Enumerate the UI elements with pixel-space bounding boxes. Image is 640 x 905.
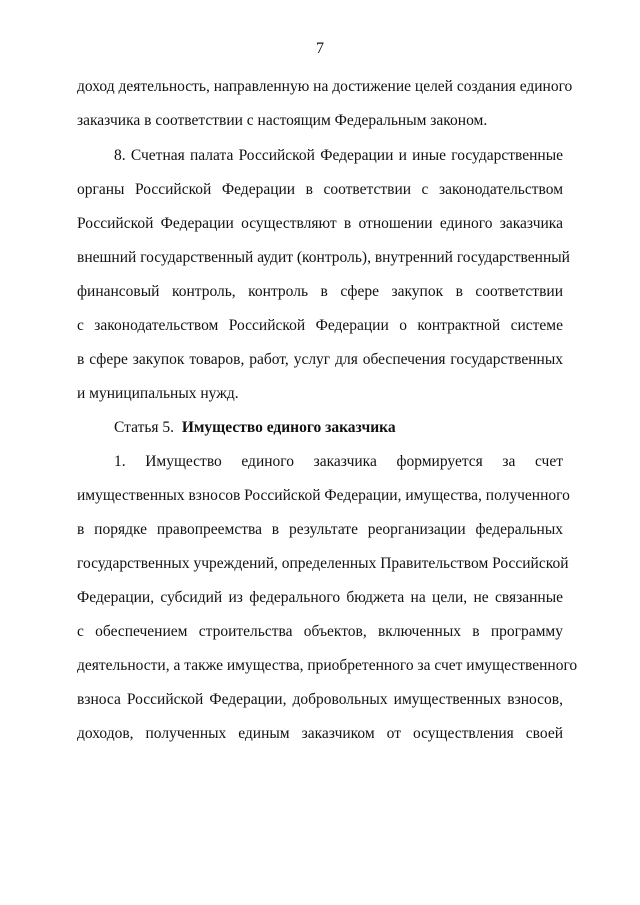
text-line: внешний государственный аудит (контроль), внутренний государственный bbox=[77, 249, 570, 266]
text-line: финансовый контроль, контроль в сфере закупок в соответствии bbox=[77, 283, 563, 300]
text-line: взноса Российской Федерации, добровольных имущественных взносов, bbox=[77, 691, 563, 708]
text-line: государственных учреждений, определенных Правительством Российской bbox=[77, 555, 569, 572]
article-title: Имущество единого заказчика bbox=[181, 419, 396, 436]
text-line: с законодательством Российской Федерации о контрактной системе bbox=[77, 317, 563, 334]
text-line: Федерации, субсидий из федерального бюджета на цели, не связанные bbox=[77, 589, 563, 606]
page-number: 7 bbox=[316, 40, 324, 57]
text-line: заказчика в соответствии с настоящим Федеральным законом. bbox=[77, 112, 488, 129]
text-line: органы Российской Федерации в соответствии с законодательством bbox=[77, 181, 563, 198]
article-heading bbox=[114, 418, 563, 438]
text-line: с обеспечением строительства объектов, включенных в программу bbox=[77, 623, 563, 640]
text-line: доход деятельность, направленную на достижение целей создания единого bbox=[77, 78, 573, 95]
text-line: в порядке правопреемства в результате реорганизации федеральных bbox=[77, 521, 563, 538]
text-line: деятельности, а также имущества, приобретенного за счет имущественного bbox=[77, 657, 578, 674]
text-line: имущественных взносов Российской Федерации, имущества, полученного bbox=[77, 487, 570, 504]
text-line: в сфере закупок товаров, работ, услуг для обеспечения государственных bbox=[77, 351, 563, 368]
text-line: и муниципальных нужд. bbox=[77, 385, 239, 402]
text-line: Российской Федерации осуществляют в отношении единого заказчика bbox=[77, 215, 563, 232]
text-line: 1. Имущество единого заказчика формируется за счет bbox=[114, 453, 563, 470]
text-line: доходов, полученных единым заказчиком от осуществления своей bbox=[77, 725, 563, 742]
text-line: 8. Счетная палата Российской Федерации и иные государственные bbox=[114, 147, 563, 164]
article-number: Статья 5. bbox=[114, 419, 175, 436]
